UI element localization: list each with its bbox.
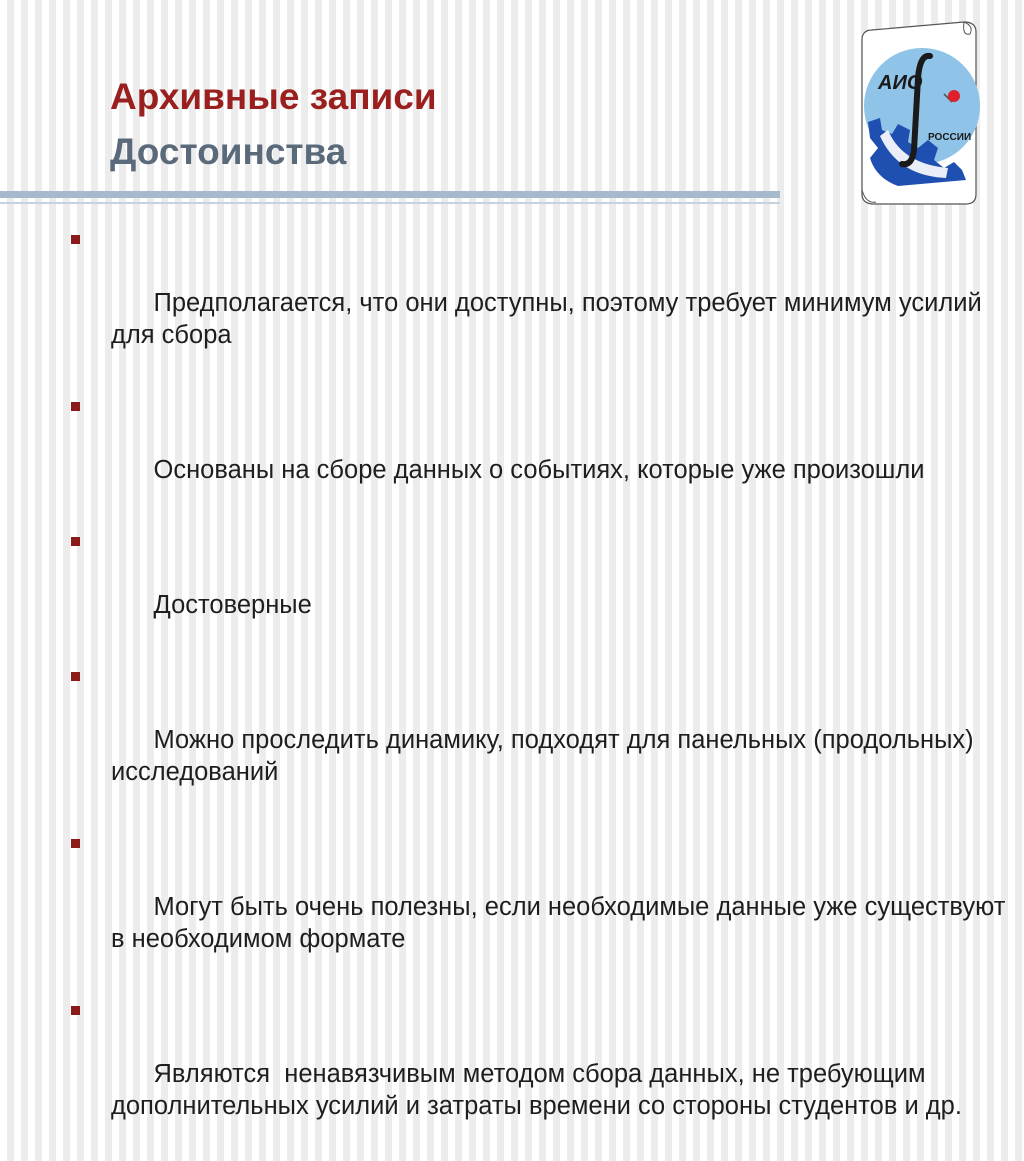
bullet-item: [70, 994, 1015, 1154]
bullet-item: [70, 827, 1015, 987]
bullet-square-icon: [71, 1006, 80, 1015]
bullet-text: Можно проследить динамику, подходят для панельных (продольных) исследований: [111, 726, 981, 786]
bullet-text: Достоверные: [153, 591, 312, 619]
bullet-text: Основаны на сборе данных о событиях, которые уже произошли: [153, 456, 925, 484]
bullet-square-icon: [71, 402, 80, 411]
slide-subtitle: Достоинства: [110, 131, 347, 172]
title-divider: [0, 191, 780, 198]
logo-text-right: РОССИИ: [928, 132, 972, 143]
bullet-item: [70, 223, 1015, 383]
bullet-square-icon: [71, 235, 80, 244]
bullet-item: [70, 390, 1015, 518]
bullet-text: Являются ненавязчивым методом сбора данных, не требующим дополнительных усилий и затраты времени со стороны студентов и др.: [111, 1060, 962, 1120]
bullet-square-icon: [71, 672, 80, 681]
bullet-text: Предполагается, что они доступны, поэтому требует минимум усилий для сбора: [111, 289, 989, 349]
logo-text-left: АИО: [878, 72, 923, 94]
bullet-square-icon: [71, 537, 80, 546]
bullet-list: [70, 223, 1015, 1161]
title-divider-thin: [0, 202, 780, 204]
aio-russia-logo: [858, 18, 980, 210]
bullet-square-icon: [71, 839, 80, 848]
slide-title: Архивные записи: [110, 76, 437, 117]
bullet-item: [70, 660, 1015, 820]
bullet-text: Могут быть очень полезны, если необходимые данные уже существуют в необходимом формате: [111, 893, 1013, 953]
bullet-item: [70, 525, 1015, 653]
